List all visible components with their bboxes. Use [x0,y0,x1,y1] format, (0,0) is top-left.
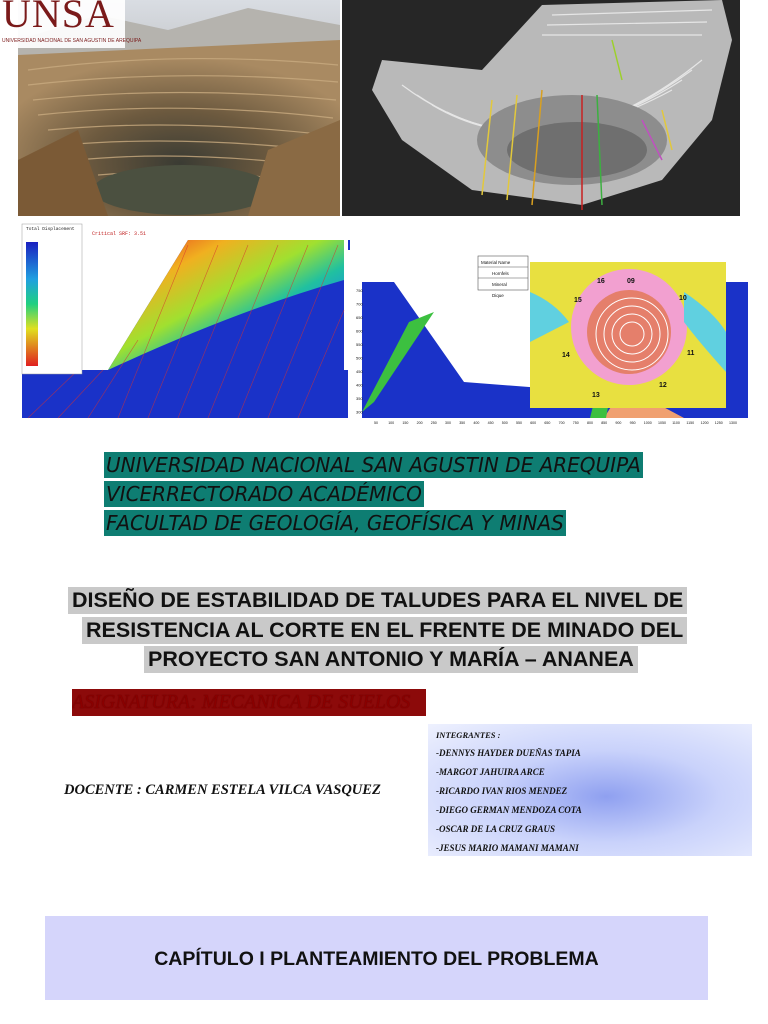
x-tick-label: 1200 [700,421,709,425]
x-tick-label: 1250 [714,421,723,425]
member-item: -RICARDO IVAN RIOS MENDEZ [436,786,568,796]
chapter-title: CAPÍTULO I PLANTEAMIENTO DEL PROBLEMA [154,948,599,970]
faculty-name: FACULTAD DE GEOLOGÍA, GEOFÍSICA Y MINAS [106,511,564,535]
university-name: UNIVERSIDAD NACIONAL SAN AGUSTIN DE AREQUIPA [106,453,641,477]
y-tick-label: 600 [356,328,363,334]
y-tick-label: 750 [356,288,363,293]
legend-item-mineral: Mineral [492,282,507,287]
x-tick-label: 1050 [658,421,666,425]
x-tick-label: 550 [516,421,522,425]
y-tick-label: 650 [356,315,363,320]
document-title-line-3: PROYECTO SAN ANTONIO Y MARÍA – ANANEA [144,646,638,673]
zone-label-13: 13 [592,392,600,399]
members-heading: INTEGRANTES : [436,730,501,740]
x-tick-label: 400 [473,421,480,425]
zone-label-09: 09 [627,278,635,285]
geology-legend-header: Material Name [481,260,511,265]
x-tick-label: 850 [601,421,608,425]
y-tick-label: 700 [356,301,363,307]
geology-section-figure [354,252,748,426]
x-tick-label: 900 [615,421,622,425]
zone-label-14: 14 [562,352,570,359]
x-tick-label: 1300 [729,421,737,425]
zone-label-12: 12 [659,382,667,389]
chapter-banner [45,916,708,1000]
member-item: -JESUS MARIO MAMANI MAMANI [436,843,579,853]
x-tick-label: 500 [501,421,508,425]
document-title-line-2: RESISTENCIA AL CORTE EN EL FRENTE DE MINADO DEL [82,617,687,644]
member-item: -DENNYS HAYDER DUEÑAS TAPIA [436,748,581,758]
zone-label-15: 15 [574,297,582,304]
critical-srf-label: Critical SRF: 3.51 [92,231,147,237]
fem-legend-title: Total Displacement [26,227,75,232]
x-tick-label: 800 [587,421,593,425]
y-tick-label: 300 [356,409,363,415]
x-tick-label: 700 [558,421,565,425]
zone-label-10: 10 [679,295,687,302]
members-panel [428,724,752,856]
y-tick-label: 450 [356,369,363,374]
member-item: -DIEGO GERMAN MENDOZA COTA [436,805,582,815]
x-tick-label: 100 [388,421,395,425]
zone-label-11: 11 [687,350,695,357]
y-tick-label: 350 [356,396,363,401]
member-item: -MARGOT JAHUIRA ARCE [436,767,545,777]
fem-slope-model-figure [18,220,350,426]
document-title-line-1: DISEÑO DE ESTABILIDAD DE TALUDES PARA EL NIVEL DE [68,587,687,614]
pit-3d-model-image [342,0,740,216]
x-tick-label: 150 [402,421,409,425]
x-tick-label: 200 [416,421,423,425]
y-tick-label: 400 [356,382,363,388]
logo-subtitle: UNIVERSIDAD NACIONAL DE SAN AGUSTIN DE AREQUIPA [2,38,142,44]
vice-rectorate: VICERRECTORADO ACADÉMICO [106,482,422,506]
x-tick-label: 1150 [686,421,695,425]
zone-label-16: 16 [597,278,605,285]
y-tick-label: 550 [356,342,363,347]
legend-item-hornfels: Hornfels [492,271,509,276]
x-tick-label: 250 [430,421,437,425]
logo-text: UNSA [2,0,115,36]
x-tick-label: 950 [629,421,636,425]
subject-banner: ASIGNATURA: MECANICA DE SUELOS [72,689,426,716]
member-item: -OSCAR DE LA CRUZ GRAUS [436,824,556,834]
x-tick-label: 50 [374,421,378,425]
unsa-logo [0,0,142,48]
x-tick-label: 350 [459,421,466,425]
teacher-name: DOCENTE : CARMEN ESTELA VILCA VASQUEZ [64,782,381,798]
x-tick-label: 1100 [672,421,680,425]
y-tick-label: 500 [356,355,363,361]
x-tick-label: 450 [487,421,494,425]
x-tick-label: 600 [530,421,537,425]
legend-item-dique: Dique [492,293,504,298]
x-tick-label: 650 [544,421,551,425]
x-tick-label: 1000 [643,421,652,425]
x-tick-label: 300 [445,421,451,425]
x-tick-label: 750 [572,421,579,425]
